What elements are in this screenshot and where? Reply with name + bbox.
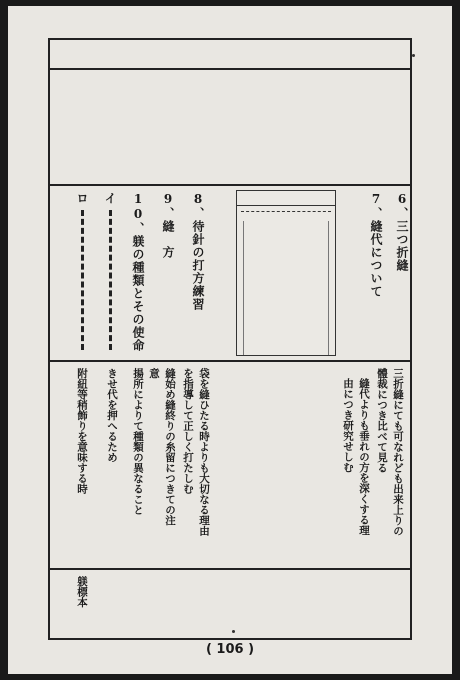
note-col-11: 附紐等稍飾りを意味する時	[76, 368, 88, 494]
middle-rule	[50, 360, 410, 362]
note-col-7: 縫始め縫終りの糸留につきての注	[164, 368, 176, 526]
top-rule	[50, 68, 410, 70]
book-page	[8, 6, 452, 674]
header-item-i: イ	[103, 192, 117, 205]
bottom-mark	[232, 630, 235, 633]
diagram-stitch-line	[241, 211, 331, 212]
note-col-8: 意	[148, 368, 160, 379]
note-col-2: 體裁につき比べて見る	[376, 368, 388, 473]
note-col-6: を指導して正しく打たしむ	[182, 368, 194, 494]
footer-rule	[50, 568, 410, 570]
diagram-inner-lines	[243, 221, 329, 355]
frame-mark	[412, 54, 415, 57]
header-item-7: 7、縫代について	[369, 192, 383, 298]
header-item-10: 10、躾の種類とその使命	[131, 192, 145, 352]
note-col-1: 三折縫にても可なれども出来上りの	[392, 368, 404, 536]
note-col-4: 由につき研究せしむ	[342, 378, 354, 473]
baste-dash-ro	[81, 210, 84, 350]
header-item-6: 6、三つ折縫	[395, 192, 409, 272]
note-col-10: きせ代を押へるため	[106, 368, 118, 463]
baste-dash-i	[109, 210, 112, 350]
header-item-8: 8、待針の打方練習	[191, 192, 205, 311]
footer-label: 躾標本	[76, 576, 88, 608]
note-col-9: 揚所によりて種類の異なること	[132, 368, 144, 515]
header-item-9: 9、縫 方	[161, 192, 175, 259]
lesson-table	[48, 38, 412, 640]
diagram-fold-band	[237, 191, 335, 206]
note-col-3: 縫代よりも垂れの方を深くする理	[358, 378, 370, 536]
note-col-5: 袋を縫ひたる時よりも大切なる理由	[198, 368, 210, 536]
header-rule	[50, 184, 410, 186]
page-number: ( 106 )	[205, 642, 255, 657]
header-item-ro: ロ	[75, 192, 89, 205]
sewing-diagram	[236, 190, 336, 356]
